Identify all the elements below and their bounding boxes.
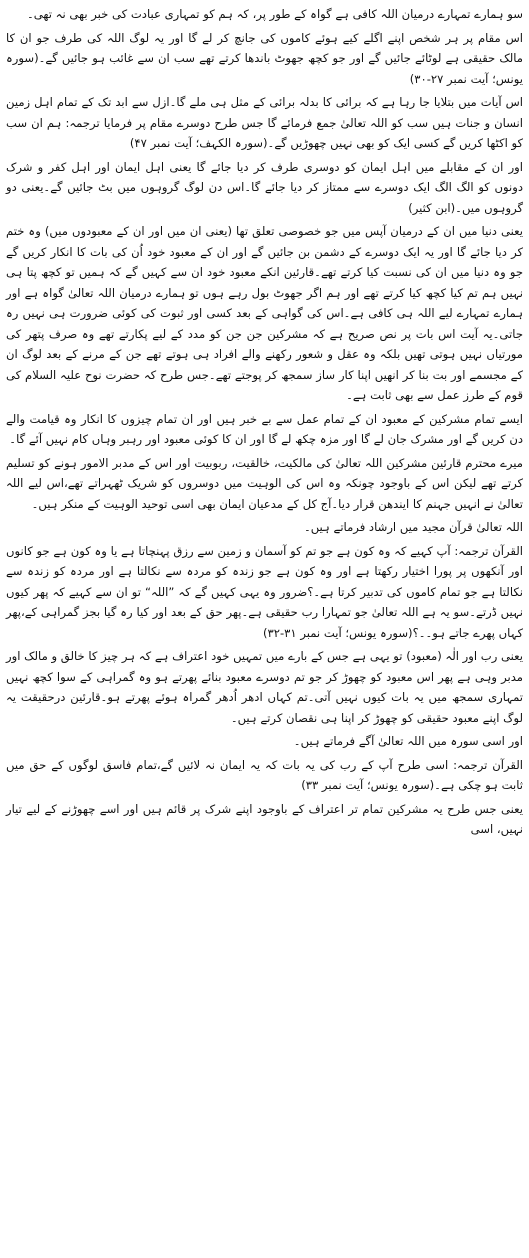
paragraph-witness: سو ہمارے تمہارے درمیان اللہ کافی ہے گواہ کے طور پر، کہ ہم کو تمہاری عبادت کی خبر بھی نہ تھی۔: [26, 7, 523, 21]
paragraph-quran-intro: اللہ تعالیٰ قرآن مجید میں ارشاد فرماتے ہیں۔: [303, 520, 523, 534]
paragraph-quran-quote: القرآن ترجمہ: آپ کہیے کہ وہ کون ہے جو تم کو آسمان و زمین سے رزق پہنچاتا ہے یا وہ کون ہے جو کانوں اور آنکھوں پر پورا اختیار رکھتا ہے اور وہ کون ہے جو زندہ کو مردہ سے نکالتا ہے اور مردہ کو زندہ سے نکالتا ہے جو تمام کاموں کی تدبیر کرتا ہے۔؟ضرور وہ یہی کہیں گے کہ ”اللہ“ تو ان سے کہیے کہ پھر کیوں نہیں ڈرتے۔سو یہ ہے اللہ تعالیٰ جو تمہارا رب حقیقی ہے۔پھر حق کے بعد اور کیا رہ گیا بجز گمراہی کے،پھر کہاں پھرے جاتے ہو۔۔؟(سورہ یونس؛ آیت نمبر ۳۱-۳۲): [6, 543, 523, 640]
paragraph-readers: میرے محترم قارئین مشرکین اللہ تعالیٰ کی مالکیت، خالقیت، ربوبیت اور اس کے مدبر الامور ہونے کو تسلیم کرتے تھے لیکن اس کے باوجود چونکہ وہ اس کی الوہیت میں دوسروں کو شریک ٹھہراتے تھے،اس لیے اللہ تعالیٰ نے انہیں جہنم کا ایندھن قرار دیا۔آج کل کے مدعیان ایمان بھی اسی توحید الوہیت کے منکر ہیں۔: [6, 455, 523, 511]
paragraph-explanation: اس آیات میں بتلایا جا رہا ہے کہ برائی کا بدلہ برائی کے مثل ہی ملے گا۔ازل سے ابد تک کے تمام اہل زمین انسان و جنات ہیں سب کو اللہ تعالیٰ جمع فرمائے گا جس طرح دوسرے مقام پر فرمایا ترجمہ: ہم ان سب کو اکٹھا کریں گے کسی ایک کو بھی نہیں چھوڑیں گے۔(سورہ الکہف؛ آیت نمبر ۴۷): [6, 95, 523, 150]
paragraph-lord-meaning: یعنی رب اور الٰہ (معبود) تو یہی ہے جس کے بارے میں تمہیں خود اعتراف ہے کہ ہر چیز کا خالق و مالک اور مدبر وہی ہے پھر اس معبود کو چھوڑ کر جو تم دوسرے معبود بنائے پھرتے ہو وہ گمراہی کے سوا کچھ نہیں تمہاری سمجھ میں یہ بات کیوں نہیں آتی۔تم کہاں ادھر اُدھر گمراہ ہوئے پھرتے ہو۔قارئین درحقیقت یہ لوگ اپنے معبود حقیقی کو چھوڑ کر اپنا ہی نقصان کرتے ہیں۔: [6, 649, 523, 725]
paragraph-judgement: اس مقام پر ہر شخص اپنے اگلے کیے ہوئے کاموں کی جانچ کر لے گا اور یہ لوگ اللہ کی طرف جو ان کا مالک حقیقی ہے لوٹائے جائیں گے اور جو کچھ جھوٹ باندھا کرتے تھے سب ان سے غائب ہو جائیں گے۔(سورہ یونس؛ آیت نمبر ۲۷-۳۰): [6, 30, 523, 86]
paragraph-unaware: ایسے تمام مشرکین کے معبود ان کے تمام عمل سے بے خبر ہیں اور ان تمام چیزوں کا انکار وہ قیامت والے دن کریں گے اور مشرک جان لے گا اور مزہ چکھ لے گا اور ان کا کوئی معبود اور رہبر وہاں کام نہیں آئے گا۔: [6, 411, 523, 446]
paragraph-false-gods: یعنی دنیا میں ان کے درمیان آپس میں جو خصوصی تعلق تھا (یعنی ان میں اور ان کے معبودوں میں) وہ ختم کر دیا جائے گا اور یہ ایک دوسرے کے دشمن بن جائیں گے اور ان کے معبود خود اُن کی بات کا انکار کریں گے جو وہ دنیا میں ان کی نسبت کیا کرتے تھے۔قارئین انکے معبود خود ان سے کہیں گے کہ ہمیں تو کچھ پتا ہی نہیں ہم تم کیا کچھ کیا کرتے تھے اور ہم اگر جھوٹ بول رہے ہوں تو ہمارے درمیان اللہ تعالیٰ گواہ ہے اور ہمارے تمہارے لیے اللہ ہی کافی ہے۔اس کی گواہی کے بعد کسی اور ثبوت کی کوئی ضرورت ہی نہیں رہ جاتی۔یہ آیت اس بات پر نص صریح ہے کہ مشرکین جن جن کو مدد کے لیے پکارتے تھے وہ صرف پتھر کی مورتیاں نہیں ہوتی تھیں بلکہ وہ عقل و شعور رکھنے والے افراد ہی ہوتے تھے جن کے مرنے کے بعد لوگ ان کے مجسمے اور بت بنا کر انھیں اپنا کار ساز سمجھ کر پوجتے تھے۔جس طرح کہ حضرت نوح علیہ السلام کی قوم کے طرز عمل سے بھی ثابت ہے۔: [6, 224, 523, 402]
paragraph-separation: اور ان کے مقابلے میں اہل ایمان کو دوسری طرف کر دیا جائے گا یعنی اہل ایمان اور اہل کفر و شرک دونوں کو الگ الگ ایک دوسرے سے ممتاز کر دیا جائے گا۔اس دن لوگ گروہوں میں بٹ جائیں گے۔یعنی دو گروہوں میں۔(ابن کثیر): [6, 159, 523, 215]
paragraph-closing: یعنی جس طرح یہ مشرکین تمام تر اعتراف کے باوجود اپنے شرک پر قائم ہیں اور اسے چھوڑنے کے لیے تیار نہیں، اسی: [6, 801, 523, 836]
paragraph-quran-quote-2: القرآن ترجمہ: اسی طرح آپ کے رب کی یہ بات کہ یہ ایمان نہ لائیں گے،تمام فاسق لوگوں کے حق میں ثابت ہو چکی ہے۔(سورہ یونس؛ آیت نمبر ۳۳): [6, 757, 523, 792]
paragraph-surah-intro: اور اسی سورہ میں اللہ تعالیٰ آگے فرماتے ہیں۔: [293, 734, 523, 748]
